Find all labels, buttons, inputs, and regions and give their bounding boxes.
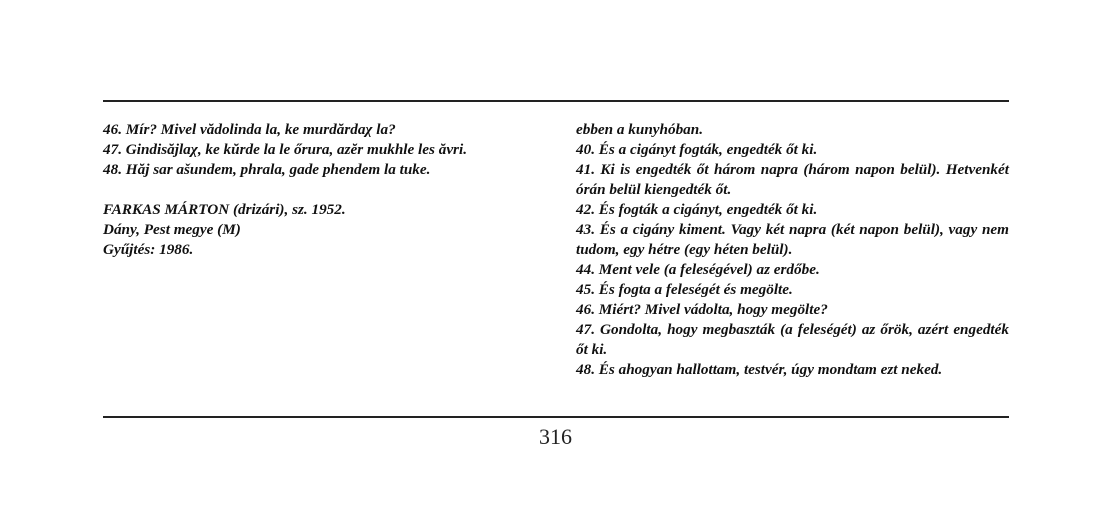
informant-place: Dány, Pest megye (M) bbox=[103, 221, 241, 238]
collection-date: Gyűjtés: 1986. bbox=[103, 241, 194, 258]
verse-48-hungarian: 48. És ahogyan hallottam, testvér, úgy mondtam ezt neked. bbox=[576, 361, 943, 378]
continued-line: ebben a kunyhóban. bbox=[576, 121, 704, 138]
verse-47-romani: 47. Gindisăjlaχ, ke kŭrde la le őrura, azĕr mukhle les ăvri. bbox=[103, 141, 467, 158]
left-column-romani-text bbox=[103, 120, 536, 260]
verse-47-hungarian: 47. Gondolta, hogy megbaszták (a feleségét) az őrök, azért engedték őt ki. bbox=[576, 321, 1009, 358]
verse-41-hungarian: 41. Ki is engedték őt három napra (három napon belül). Hetvenkét órán belül kiengedték őt. bbox=[576, 161, 1009, 198]
verse-40-hungarian: 40. És a cigányt fogták, engedték őt ki. bbox=[576, 141, 818, 158]
verse-43-hungarian: 43. És a cigány kiment. Vagy két napra (két napon belül), vagy nem tudom, egy hétre (egy héten belül). bbox=[576, 221, 1009, 258]
verse-42-hungarian: 42. És fogták a cigányt, engedték őt ki. bbox=[576, 201, 818, 218]
verse-46-romani: 46. Mír? Mivel vădolinda la, ke murdărdaχ la? bbox=[103, 121, 396, 138]
verse-46-hungarian: 46. Miért? Mivel vádolta, hogy megölte? bbox=[576, 301, 828, 318]
verse-45-hungarian: 45. És fogta a feleségét és megölte. bbox=[576, 281, 793, 298]
verse-44-hungarian: 44. Ment vele (a feleségével) az erdőbe. bbox=[576, 261, 820, 278]
paragraph-spacer bbox=[103, 180, 536, 200]
top-rule bbox=[103, 100, 1009, 102]
verse-48-romani: 48. Hăj sar ašundem, phrala, gade phendem la tuke. bbox=[103, 161, 431, 178]
right-column-hungarian-translation bbox=[576, 120, 1009, 380]
page-number: 316 bbox=[539, 424, 572, 449]
informant-name: FARKAS MÁRTON (drizári), sz. 1952. bbox=[103, 201, 346, 218]
bottom-rule bbox=[103, 416, 1009, 418]
